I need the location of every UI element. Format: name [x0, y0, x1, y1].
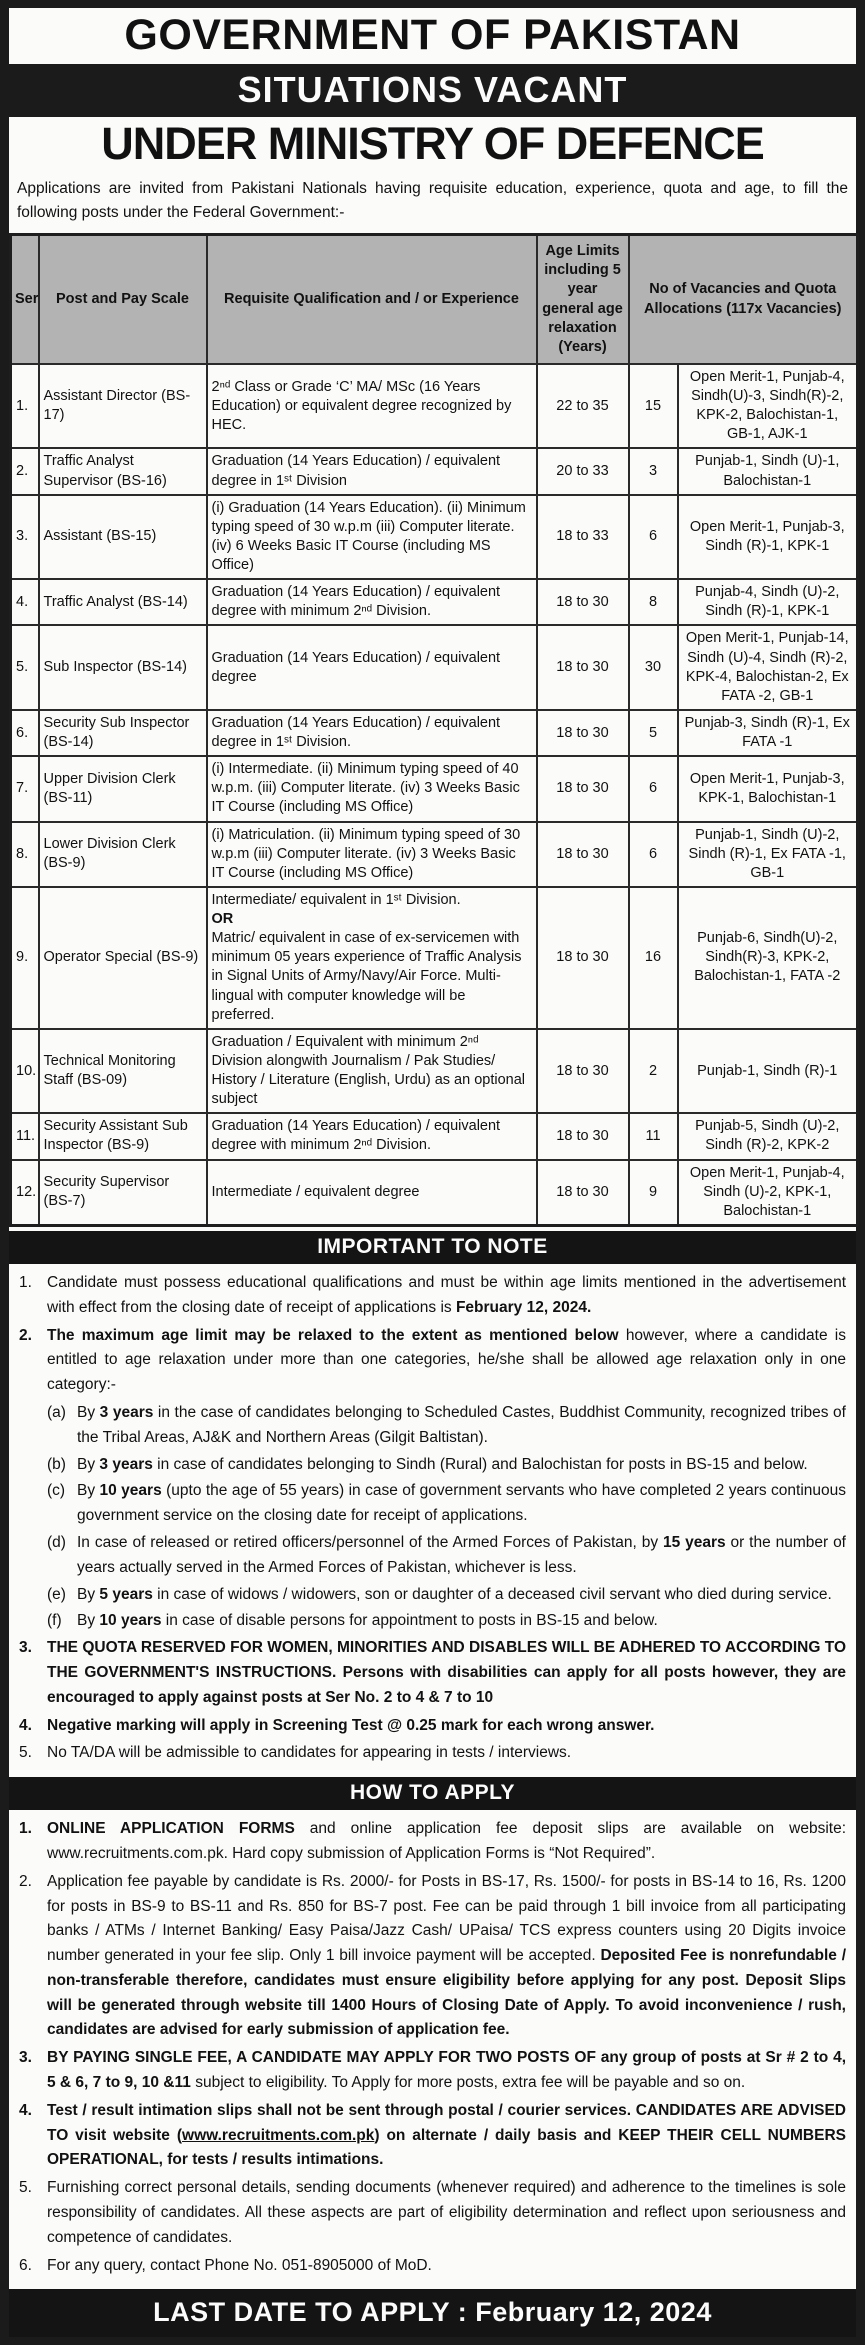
col-header-post: Post and Pay Scale	[39, 235, 207, 364]
note-text	[47, 1324, 846, 1398]
cell-post: Lower Division Clerk (BS-9)	[39, 822, 207, 887]
apply-number: 3.	[19, 2049, 32, 2067]
note-text-bold: 3 years	[99, 1455, 153, 1473]
apply-item-1	[15, 1817, 846, 1867]
sub-item-letter: (c)	[47, 1482, 66, 1500]
apply-item-3	[15, 2046, 846, 2096]
cell-ser: 7.	[11, 756, 39, 821]
note-text-segment: in case of candidates belonging to Sindh (Rural) and Balochistan for posts in BS-15 and below.	[152, 1455, 808, 1473]
sub-item-text	[77, 1453, 846, 1478]
qualification-line: Intermediate/ equivalent in 1ˢᵗ Division.	[211, 891, 461, 908]
table-row	[11, 710, 858, 756]
col-header-qualification: Requisite Qualification and / or Experience	[207, 235, 537, 364]
cell-post: Upper Division Clerk (BS-11)	[39, 756, 207, 821]
cell-post: Assistant Director (BS-17)	[39, 364, 207, 449]
note-sub-item-a	[47, 1401, 846, 1451]
cell-age: 18 to 30	[537, 887, 629, 1029]
table-row	[11, 364, 858, 449]
ministry-title-band	[9, 117, 856, 171]
table-row	[11, 448, 858, 494]
website-url: www.recruitments.com.pk	[182, 2126, 375, 2144]
note-text	[47, 1714, 846, 1739]
sub-item-letter: (a)	[47, 1403, 66, 1421]
cell-quota: Punjab-3, Sindh (R)-1, Ex FATA -1	[678, 710, 858, 756]
apply-item-5	[15, 2176, 846, 2250]
note-text-bold: 15 years	[662, 1533, 726, 1551]
note-text-bold: Negative marking will apply in Screening Test @ 0.25 mark for each wrong answer.	[47, 1716, 655, 1734]
col-header-ser: Ser	[11, 235, 39, 364]
page-title: GOVERNMENT OF PAKISTAN	[124, 11, 741, 59]
cell-qualification: (i) Graduation (14 Years Education). (ii) Minimum typing speed of 30 w.p.m (iii) Computer literate. (iv) 6 Weeks Basic IT Course (including MS Office)	[207, 495, 537, 580]
how-to-apply-list	[9, 1810, 856, 2289]
cell-ser: 4.	[11, 579, 39, 625]
cell-quota: Punjab-5, Sindh (U)-2, Sindh (R)-2, KPK-2	[678, 1113, 858, 1159]
cell-vacancy-count: 8	[629, 579, 678, 625]
last-date-banner: LAST DATE TO APPLY : February 12, 2024	[9, 2289, 856, 2337]
cell-post: Security Assistant Sub Inspector (BS-9)	[39, 1113, 207, 1159]
apply-text	[47, 1817, 846, 1867]
cell-ser: 10.	[11, 1029, 39, 1114]
cell-vacancy-count: 5	[629, 710, 678, 756]
cell-qualification: Intermediate / equivalent degree	[207, 1160, 537, 1226]
cell-post: Assistant (BS-15)	[39, 495, 207, 580]
cell-quota: Punjab-1, Sindh (R)-1	[678, 1029, 858, 1114]
cell-age: 18 to 30	[537, 1113, 629, 1159]
cell-post: Sub Inspector (BS-14)	[39, 625, 207, 710]
table-row	[11, 1160, 858, 1226]
apply-text-segment: and online application fee deposit slips are available on website: www.recruitments.com.pk. Hard copy submission of Application Forms is “Not Required”.	[47, 1820, 846, 1862]
cell-post: Traffic Analyst Supervisor (BS-16)	[39, 448, 207, 494]
cell-quota: Punjab-1, Sindh (U)-2, Sindh (R)-1, Ex FATA -1, GB-1	[678, 822, 858, 887]
cell-vacancy-count: 6	[629, 756, 678, 821]
cell-vacancy-count: 9	[629, 1160, 678, 1226]
note-number: 2.	[19, 1326, 32, 1344]
cell-ser: 8.	[11, 822, 39, 887]
apply-number: 1.	[19, 1820, 32, 1838]
note-text-bold: 10 years	[99, 1482, 162, 1500]
note-number: 3.	[19, 1639, 32, 1657]
note-number: 4.	[19, 1716, 32, 1734]
cell-ser: 6.	[11, 710, 39, 756]
note-text	[47, 1271, 846, 1321]
table-row	[11, 822, 858, 887]
note-item-1	[15, 1271, 846, 1321]
note-text-segment: in case of widows / widowers, son or daughter of a deceased civil servant who died during service.	[152, 1585, 832, 1603]
apply-text-bold: ) on alternate / daily basis and KEEP THEIR CELL NUMBERS OPERATIONAL, for tests / results intimations.	[47, 2126, 846, 2169]
cell-vacancy-count: 30	[629, 625, 678, 710]
cell-quota: Punjab-6, Sindh(U)-2, Sindh(R)-3, KPK-2, Balochistan-1, FATA -2	[678, 887, 858, 1029]
cell-vacancy-count: 6	[629, 822, 678, 887]
apply-text	[47, 2254, 846, 2279]
cell-ser: 11.	[11, 1113, 39, 1159]
note-text-segment: By	[77, 1455, 100, 1473]
cell-qualification: (i) Matriculation. (ii) Minimum typing speed of 30 w.p.m (iii) Computer literate. (iv) 3 Weeks Basic IT Course (including MS Office)	[207, 822, 537, 887]
apply-number: 6.	[19, 2256, 32, 2274]
apply-text-bold: Test / result intimation slips shall not be sent through postal / courier services. CANDIDATES ARE ADVISED TO visit website (	[47, 2101, 846, 2144]
government-title-band	[9, 8, 856, 64]
cell-age: 18 to 33	[537, 495, 629, 580]
note-text-segment: By	[77, 1482, 100, 1500]
apply-item-2	[15, 1870, 846, 2044]
cell-qualification: Graduation (14 Years Education) / equivalent degree with minimum 2ⁿᵈ Division.	[207, 579, 537, 625]
cell-qualification: (i) Intermediate. (ii) Minimum typing speed of 40 w.p.m. (iii) Computer literate. (iv) 3 Weeks Basic IT Course (including MS Office)	[207, 756, 537, 821]
note-text	[47, 1741, 846, 1766]
cell-quota: Open Merit-1, Punjab-3, Sindh (R)-1, KPK-1	[678, 495, 858, 580]
col-header-age: Age Limits including 5 year general age relaxation (Years)	[537, 235, 629, 364]
cell-quota: Punjab-1, Sindh (U)-1, Balochistan-1	[678, 448, 858, 494]
cell-post: Technical Monitoring Staff (BS-09)	[39, 1029, 207, 1114]
note-sub-item-d	[47, 1531, 846, 1581]
apply-text	[47, 2176, 846, 2250]
cell-qualification: Graduation (14 Years Education) / equivalent degree	[207, 625, 537, 710]
cell-qualification: Graduation / Equivalent with minimum 2ⁿᵈ Division alongwith Journalism / Pak Studies/ History / Literature (English, Urdu) as an optional subject	[207, 1029, 537, 1114]
note-text	[47, 1636, 846, 1710]
note-text-segment: No TA/DA will be admissible to candidates for appearing in tests / interviews.	[47, 1744, 572, 1762]
note-text-bold: The maximum age limit may be relaxed to the extent as mentioned below	[47, 1326, 619, 1344]
note-text-segment: By	[77, 1403, 100, 1421]
sub-item-letter: (f)	[47, 1612, 62, 1630]
apply-text-bold: ONLINE APPLICATION FORMS	[47, 1820, 295, 1838]
cell-age: 20 to 33	[537, 448, 629, 494]
apply-text	[47, 2099, 846, 2173]
note-text-segment: in case of disable persons for appointment to posts in BS-15 and below.	[161, 1612, 658, 1630]
apply-text-bold: BY PAYING SINGLE FEE, A CANDIDATE MAY APPLY FOR TWO POSTS OF any group of posts at Sr # 2 to 4, 5 & 6, 7 to 9, 10 &11	[47, 2049, 846, 2092]
cell-ser: 3.	[11, 495, 39, 580]
cell-vacancy-count: 3	[629, 448, 678, 494]
cell-age: 18 to 30	[537, 822, 629, 887]
apply-text-segment: Application fee payable by candidate is Rs. 2000/- for Posts in BS-17, Rs. 1500/- for posts in BS-14 to 16, Rs. 1200 for posts in BS-9 to BS-11 and Rs. 850 for BS-7 post. Fee can be paid through 1 bill invoice from all participating banks / ATMs / Internet Banking/ Easy Paisa/Jazz Cash/ UPaisa/ TCS express counters using 20 Digits invoice number generated in your fee slip. Only 1 bill invoice payment will be accepted.	[47, 1872, 846, 1965]
note-text-segment: in the case of candidates belonging to Scheduled Castes, Buddhist Community, recognized tribes of the Tribal Areas, AJ&K and Northern Areas (Gilgit Baltistan).	[77, 1403, 846, 1446]
apply-text-segment: subject to eligibility. To Apply for more posts, extra fee will be payable and so on.	[190, 2074, 746, 2092]
cell-qualification: Graduation (14 Years Education) / equivalent degree in 1ˢᵗ Division	[207, 448, 537, 494]
cell-quota: Punjab-4, Sindh (U)-2, Sindh (R)-1, KPK-1	[678, 579, 858, 625]
apply-text-segment: For any query, contact Phone No. 051-8905000 of MoD.	[47, 2256, 432, 2274]
cell-qualification	[207, 887, 537, 1029]
note-text-segment: however, where a candidate is entitled to age relaxation under more than one categories, he/she shall be allowed age relaxation only in one category:-	[47, 1326, 846, 1394]
note-sub-item-c	[47, 1479, 846, 1529]
note-number: 5.	[19, 1744, 32, 1762]
cell-ser: 1.	[11, 364, 39, 449]
table-row	[11, 1113, 858, 1159]
cell-age: 22 to 35	[537, 364, 629, 449]
note-sub-item-e	[47, 1583, 846, 1608]
sub-item-letter: (d)	[47, 1533, 66, 1551]
how-to-apply-banner: HOW TO APPLY	[9, 1777, 856, 1810]
cell-vacancy-count: 16	[629, 887, 678, 1029]
cell-age: 18 to 30	[537, 579, 629, 625]
note-text-bold: 10 years	[99, 1612, 162, 1630]
cell-post: Security Supervisor (BS-7)	[39, 1160, 207, 1226]
apply-text-segment: Furnishing correct personal details, sending documents (whenever required) and adherence to the timelines is sole responsibility of candidates. All these aspects are part of eligibility determination and reflect upon seriousness and competence of candidates.	[47, 2179, 846, 2246]
cell-qualification: 2ⁿᵈ Class or Grade ‘C’ MA/ MSc (16 Years Education) or equivalent degree recognized by HEC.	[207, 364, 537, 449]
col-header-vacancies: No of Vacancies and Quota Allocations (117x Vacancies)	[629, 235, 858, 364]
apply-text-bold: Deposited Fee is nonrefundable / non-transferable therefore, candidates must ensure eligibility before applying for any post. Deposit Slips will be generated through website till 1400 Hours of Closing Date of Apply. To avoid inconvenience / rush, candidates are advised for early submission of application fee.	[47, 1947, 846, 2039]
table-row	[11, 579, 858, 625]
note-item-2	[15, 1324, 846, 1398]
cell-vacancy-count: 2	[629, 1029, 678, 1114]
apply-text	[47, 1870, 846, 2044]
sub-item-text	[77, 1479, 846, 1529]
cell-vacancy-count: 15	[629, 364, 678, 449]
cell-ser: 12.	[11, 1160, 39, 1226]
note-item-5	[15, 1741, 846, 1766]
sub-item-text	[77, 1609, 846, 1634]
qualification-or: OR	[211, 911, 234, 928]
cell-ser: 2.	[11, 448, 39, 494]
intro-paragraph: Applications are invited from Pakistani Nationals having requisite education, experience, quota and age, to fill the following posts under the Federal Government:-	[17, 180, 848, 222]
cell-vacancy-count: 6	[629, 495, 678, 580]
important-notes-list	[9, 1264, 856, 1777]
note-text-segment: In case of released or retired officers/personnel of the Armed Forces of Pakistan, by	[77, 1533, 663, 1551]
cell-quota: Open Merit-1, Punjab-4, Sindh (U)-2, KPK-1, Balochistan-1	[678, 1160, 858, 1226]
note-text-bold: February 12, 2024.	[455, 1298, 592, 1316]
note-sub-item-b	[47, 1453, 846, 1478]
note-text-segment: (upto the age of 55 years) in case of government servants who have completed 2 years continuous government service on the closing date for receipt of applications.	[77, 1482, 846, 1525]
note-text-bold: 5 years	[99, 1585, 153, 1603]
cell-age: 18 to 30	[537, 1029, 629, 1114]
table-row	[11, 756, 858, 821]
vacancy-table	[9, 233, 859, 1227]
cell-quota: Open Merit-1, Punjab-14, Sindh (U)-4, Sindh (R)-2, KPK-4, Balochistan-2, Ex FATA -2, GB-1	[678, 625, 858, 710]
apply-number: 5.	[19, 2179, 32, 2197]
cell-age: 18 to 30	[537, 1160, 629, 1226]
note-item-3	[15, 1636, 846, 1710]
note-text-bold: 3 years	[99, 1403, 154, 1421]
note-sub-item-f	[47, 1609, 846, 1634]
note-number: 1.	[19, 1273, 32, 1291]
table-row	[11, 625, 858, 710]
cell-post: Security Sub Inspector (BS-14)	[39, 710, 207, 756]
ministry-title: UNDER MINISTRY OF DEFENCE	[101, 117, 764, 169]
sub-item-letter: (b)	[47, 1455, 66, 1473]
sub-item-letter: (e)	[47, 1585, 66, 1603]
apply-item-4	[15, 2099, 846, 2173]
table-row	[11, 495, 858, 580]
table-row	[11, 887, 858, 1029]
cell-vacancy-count: 11	[629, 1113, 678, 1159]
note-text-bold: THE QUOTA RESERVED FOR WOMEN, MINORITIES AND DISABLES WILL BE ADHERED TO ACCORDING TO THE GOVERNMENT'S INSTRUCTIONS. Persons with disabilities can apply for all posts however, they are encouraged to apply against posts at Ser No. 2 to 4 & 7 to 10	[47, 1639, 846, 1706]
note-text-segment: or the number of years actually served in the Armed Forces of Pakistan, whichever is less.	[77, 1533, 846, 1576]
cell-quota: Open Merit-1, Punjab-4, Sindh(U)-3, Sindh(R)-2, KPK-2, Balochistan-1, GB-1, AJK-1	[678, 364, 858, 449]
apply-number: 4.	[19, 2101, 32, 2119]
qualification-line: Matric/ equivalent in case of ex-servicemen with minimum 05 years experience of Traffic Analysis in Signal Units of Army/Navy/Air Force. Multi-lingual with computer knowledge will be preferred.	[211, 930, 522, 1023]
apply-text	[47, 2046, 846, 2096]
important-to-note-banner: IMPORTANT TO NOTE	[9, 1231, 856, 1264]
cell-ser: 5.	[11, 625, 39, 710]
table-row	[11, 1029, 858, 1114]
cell-qualification: Graduation (14 Years Education) / equivalent degree in 1ˢᵗ Division.	[207, 710, 537, 756]
table-header-row	[11, 235, 858, 364]
note-item-4	[15, 1714, 846, 1739]
cell-qualification: Graduation (14 Years Education) / equivalent degree with minimum 2ⁿᵈ Division.	[207, 1113, 537, 1159]
cell-age: 18 to 30	[537, 756, 629, 821]
situations-vacant-banner: SITUATIONS VACANT	[9, 64, 856, 117]
cell-age: 18 to 30	[537, 625, 629, 710]
content-sheet	[9, 171, 856, 2289]
apply-item-6	[15, 2254, 846, 2279]
cell-ser: 9.	[11, 887, 39, 1029]
cell-quota: Open Merit-1, Punjab-3, KPK-1, Balochistan-1	[678, 756, 858, 821]
note-text-segment: By	[77, 1612, 100, 1630]
sub-item-text	[77, 1401, 846, 1451]
cell-age: 18 to 30	[537, 710, 629, 756]
cell-post: Traffic Analyst (BS-14)	[39, 579, 207, 625]
note-text-segment: By	[77, 1585, 100, 1603]
sub-item-text	[77, 1531, 846, 1581]
cell-post: Operator Special (BS-9)	[39, 887, 207, 1029]
sub-item-text	[77, 1583, 846, 1608]
apply-number: 2.	[19, 1872, 32, 1890]
note-text-segment: Candidate must possess educational qualifications and must be within age limits mentioned in the advertisement with effect from the closing date of receipt of applications is	[47, 1273, 846, 1316]
